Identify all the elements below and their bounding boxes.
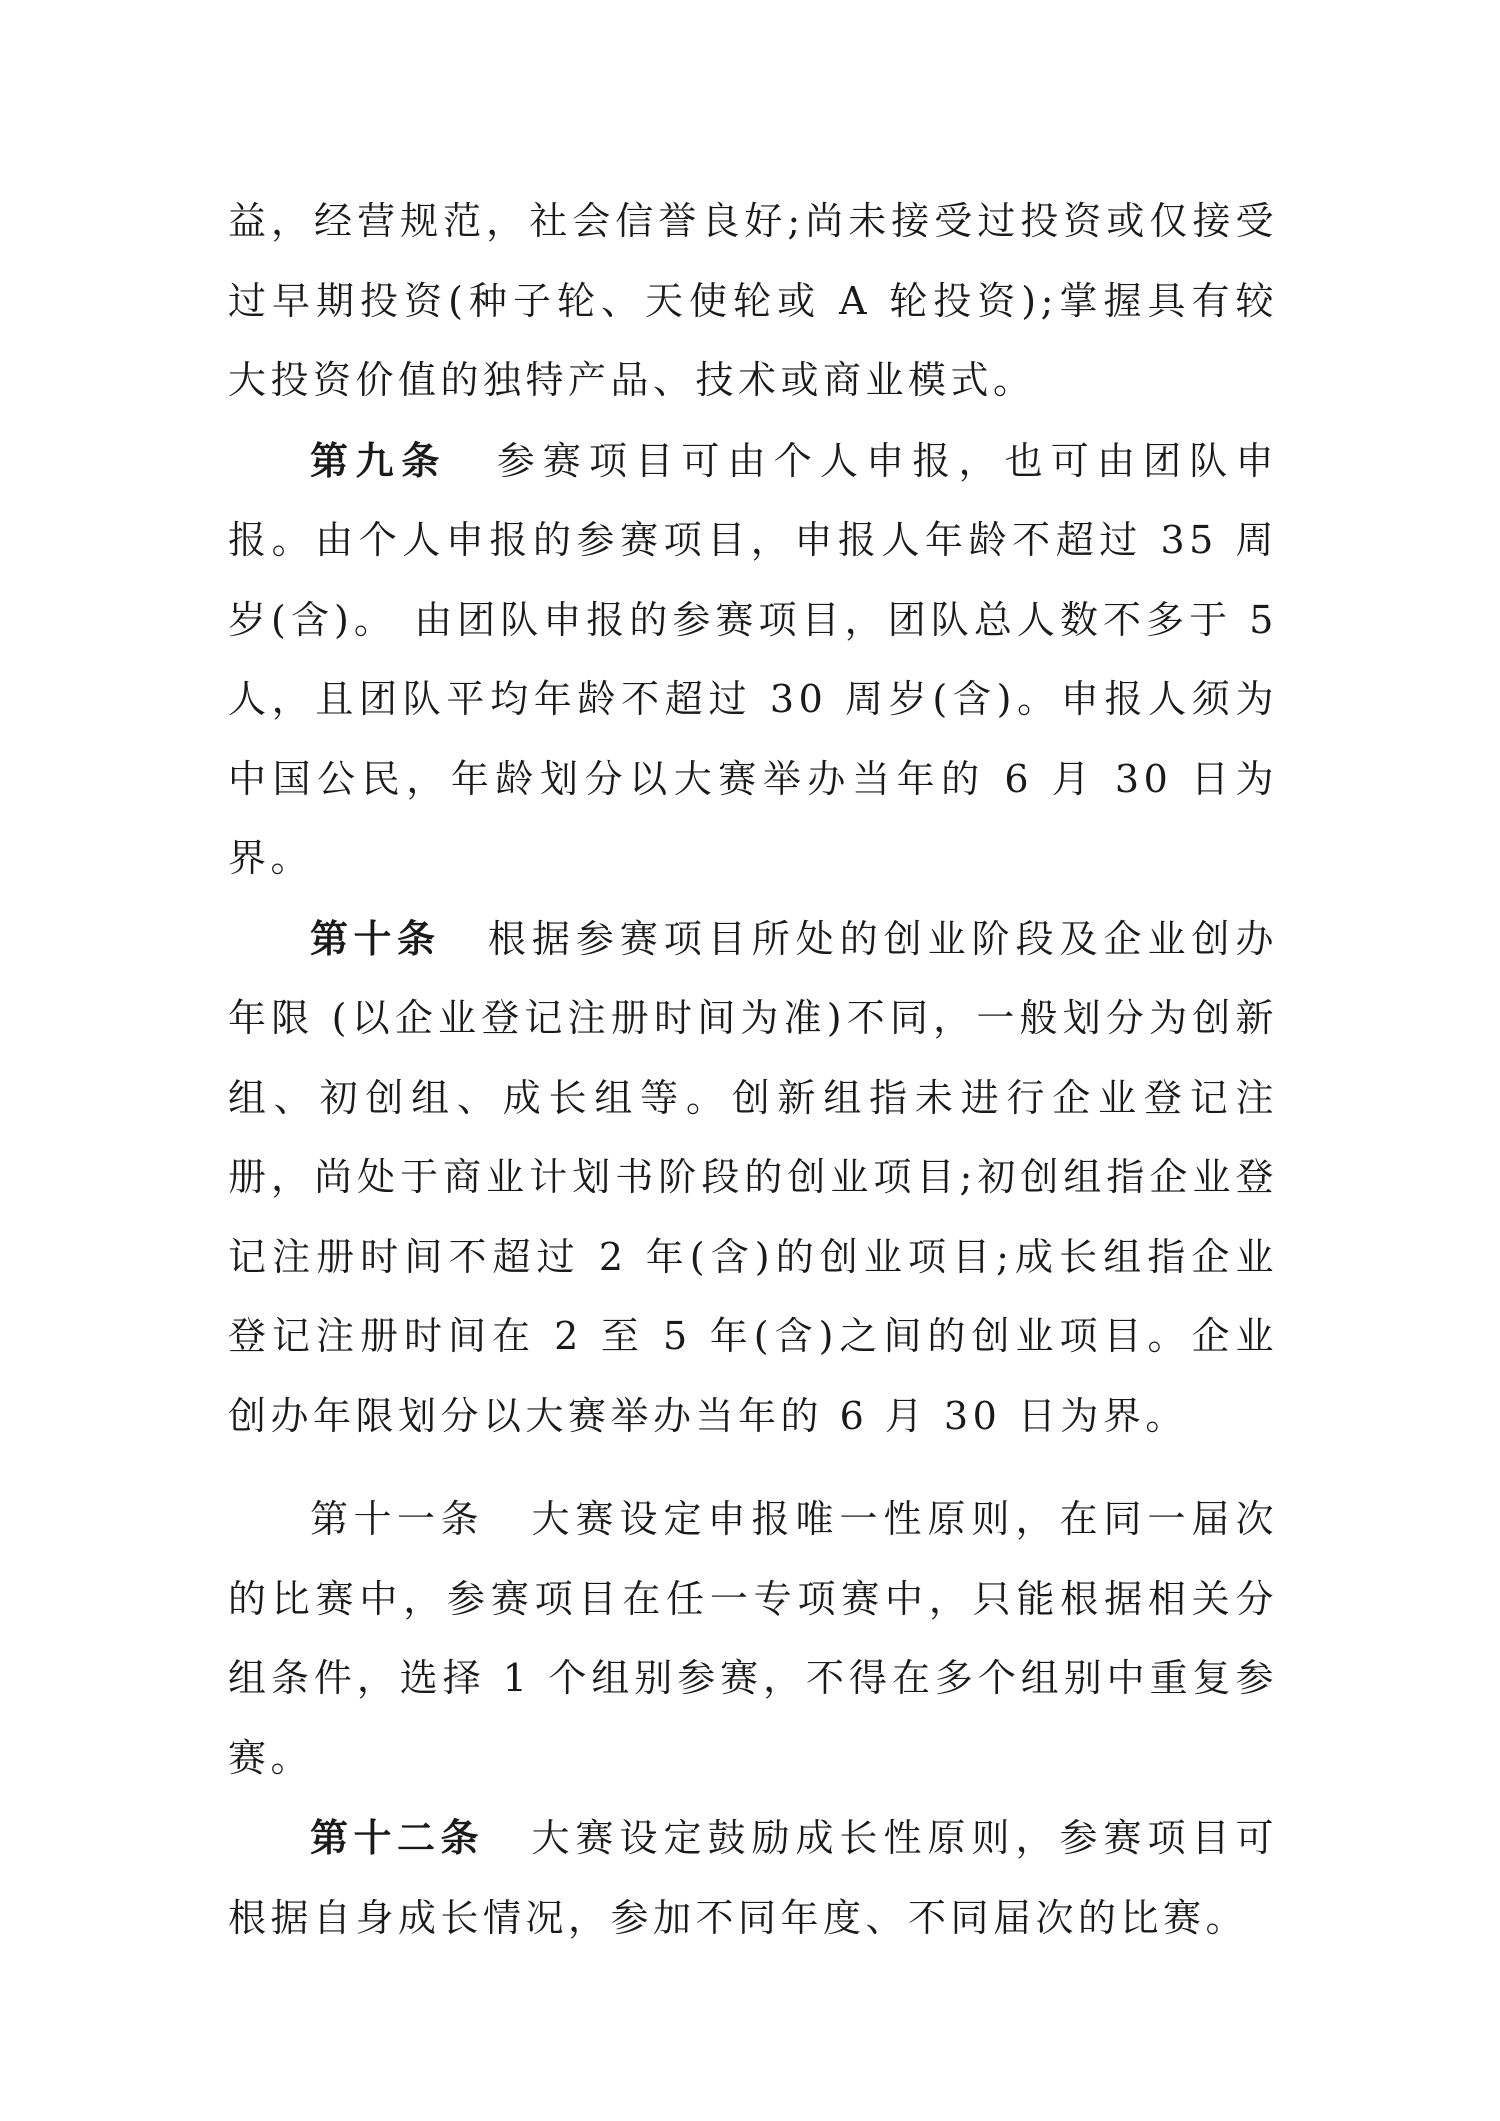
article-12 — [228, 1798, 1278, 1958]
article-heading: 第十条 — [310, 915, 441, 961]
article-heading: 第十一条 — [310, 1497, 484, 1541]
article-9 — [228, 421, 1278, 899]
article-heading: 第十二条 — [310, 1815, 484, 1860]
article-11 — [228, 1480, 1278, 1798]
article-heading: 第九条 — [310, 437, 448, 483]
article-body: 大赛设定申报唯一性原则，在同一届次的比赛中，参赛项目在任一专项赛中，只能根据相关分组条件，选择 1 个组别参赛，不得在多个组别中重复参赛。 — [228, 1497, 1278, 1780]
paragraph-body: 益，经营规范，社会信誉良好;尚未接受过投资或仅接受过早期投资(种子轮、天使轮或 A 轮投资);掌握具有较大投资价值的独特产品、技术或商业模式。 — [228, 199, 1278, 402]
article-body: 大赛设定鼓励成长性原则，参赛项目可根据自身成长情况，参加不同年度、不同届次的比赛。 — [228, 1816, 1278, 1940]
article-10 — [228, 899, 1278, 1457]
article-body: 根据参赛项目所处的创业阶段及企业创办年限 (以企业登记注册时间为准)不同，一般划分为创新组、初创组、成长组等。创新组指未进行企业登记注册，尚处于商业计划书阶段的创业项目;初创组指企业登记注册时间不超过 2 年(含)的创业项目;成长组指企业登记注册时间在 2 至 5 年(含)之间的创业项目。企业创办年限划分以大赛举办当年的 6 月 30 日为界。 — [228, 916, 1278, 1438]
paragraph-continuation — [228, 182, 1278, 421]
document-page — [228, 182, 1278, 1958]
article-body: 参赛项目可由个人申报，也可由团队申报。由个人申报的参赛项目，申报人年龄不超过 35 周岁(含)。 由团队申报的参赛项目，团队总人数不多于 5 人，且团队平均年龄不超过 30 周岁(含)。申报人须为中国公民，年龄划分以大赛举办当年的 6 月 30 日为界。 — [228, 438, 1278, 880]
